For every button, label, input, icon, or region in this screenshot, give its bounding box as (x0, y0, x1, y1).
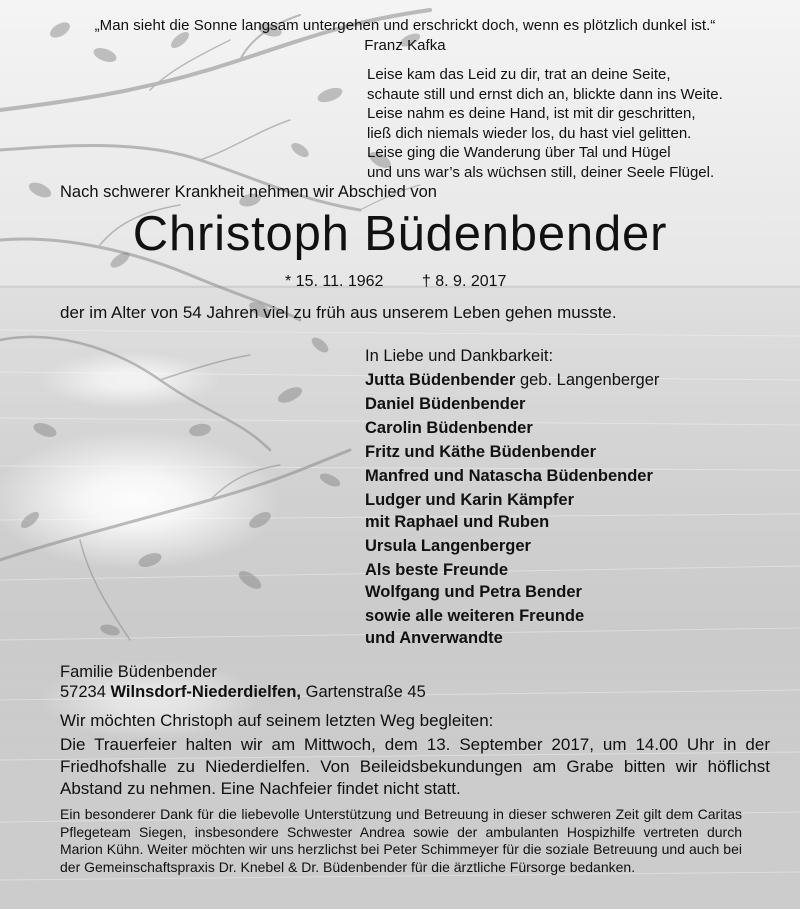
deceased-name: Christoph Büdenbender (132, 207, 668, 261)
town: Wilnsdorf-Niederdielfen, (110, 683, 302, 701)
mourner-entry: Manfred und Natascha Büdenbender (365, 467, 653, 485)
quote-text: „Man sieht die Sonne langsam untergehen und erschrickt doch, wenn es plötzlich dunkel ist.“ (94, 17, 716, 34)
mourner-name-line2: Wolfgang und Petra Bender (365, 583, 582, 601)
postcode: 57234 (60, 683, 106, 701)
quote (75, 16, 735, 56)
mourner-entry (365, 559, 765, 603)
intro-text: Nach schwerer Krankheit nehmen wir Abschied von (60, 183, 437, 201)
poem-line: Leise nahm es deine Hand, ist mit dir geschritten, (367, 105, 696, 122)
family-address (60, 662, 426, 702)
poem (367, 65, 787, 182)
mourners-list (365, 345, 765, 651)
mourner-entry: Fritz und Käthe Büdenbender (365, 443, 596, 461)
mourners-heading: In Liebe und Dankbarkeit: (365, 347, 554, 365)
mourner-entry (365, 489, 765, 533)
mourner-name-line2: mit Raphael und Ruben (365, 513, 550, 531)
poem-line: schaute still und ernst dich an, blickte dann ins Weite. (367, 85, 723, 103)
mourner-entry (365, 369, 765, 391)
mourner-name: Jutta Büdenbender (365, 371, 516, 389)
quote-author: Franz Kafka (364, 37, 446, 54)
life-dates (285, 271, 506, 293)
poem-line: Leise kam das Leid zu dir, trat an deine Seite, (367, 66, 671, 83)
poem-line: Leise ging die Wanderung über Tal und Hügel (367, 144, 671, 161)
mourner-name: Ludger und Karin Kämpfer (365, 491, 575, 509)
street: Gartenstraße 45 (305, 683, 426, 701)
mourner-entry: Carolin Büdenbender (365, 419, 533, 437)
mourner-entry: Ursula Langenberger (365, 537, 531, 555)
death-date: † 8. 9. 2017 (421, 273, 507, 290)
family-name: Familie Büdenbender (60, 663, 217, 681)
address-line (60, 682, 426, 702)
poem-line: und uns war’s als wüchsen still, deiner Seele Flügel. (367, 163, 715, 181)
mourner-name: Als beste Freunde (365, 561, 509, 579)
service-text: Die Trauerfeier halten wir am Mittwoch, dem 13. September 2017, um 14.00 Uhr in der Friedhofshalle zu Niederdielfen. Von Beileidsbekundungen am Grabe bitten wir höflichst Abstand zu nehmen. Eine Nachfeier findet nicht statt. (60, 735, 770, 798)
mourner-entry: Daniel Büdenbender (365, 395, 526, 413)
mourner-maiden-name: geb. Langenberger (519, 371, 660, 389)
acknowledgement-text: Ein besonderer Dank für die liebevolle Unterstützung und Betreuung in dieser schweren Zeit gilt dem Caritas Pflegeteam Siegen, insbesondere Schwester Andrea sowie der ambulanten Hospizhilfe vertreten durch Marion Kühn. Weiter möchten wir uns herzlichst bei Peter Schimmeyer für die soziale Betreuung und auch bei der Gemeinschaftspraxis Dr. Knebel & Dr. Büdenbender für die ärztliche Fürsorge bedanken. (60, 806, 742, 875)
poem-line: ließ dich niemals wieder los, du hast viel gelitten. (367, 124, 692, 142)
mourner-entry (365, 605, 765, 649)
mourner-name-line2: und Anverwandte (365, 629, 503, 647)
age-statement: der im Alter von 54 Jahren viel zu früh aus unserem Leben gehen musste. (60, 303, 617, 322)
funeral-service (60, 710, 770, 800)
mourner-name: sowie alle weiteren Freunde (365, 607, 585, 625)
service-heading: Wir möchten Christoph auf seinem letzten Weg begleiten: (60, 711, 494, 730)
birth-date: * 15. 11. 1962 (285, 273, 384, 290)
